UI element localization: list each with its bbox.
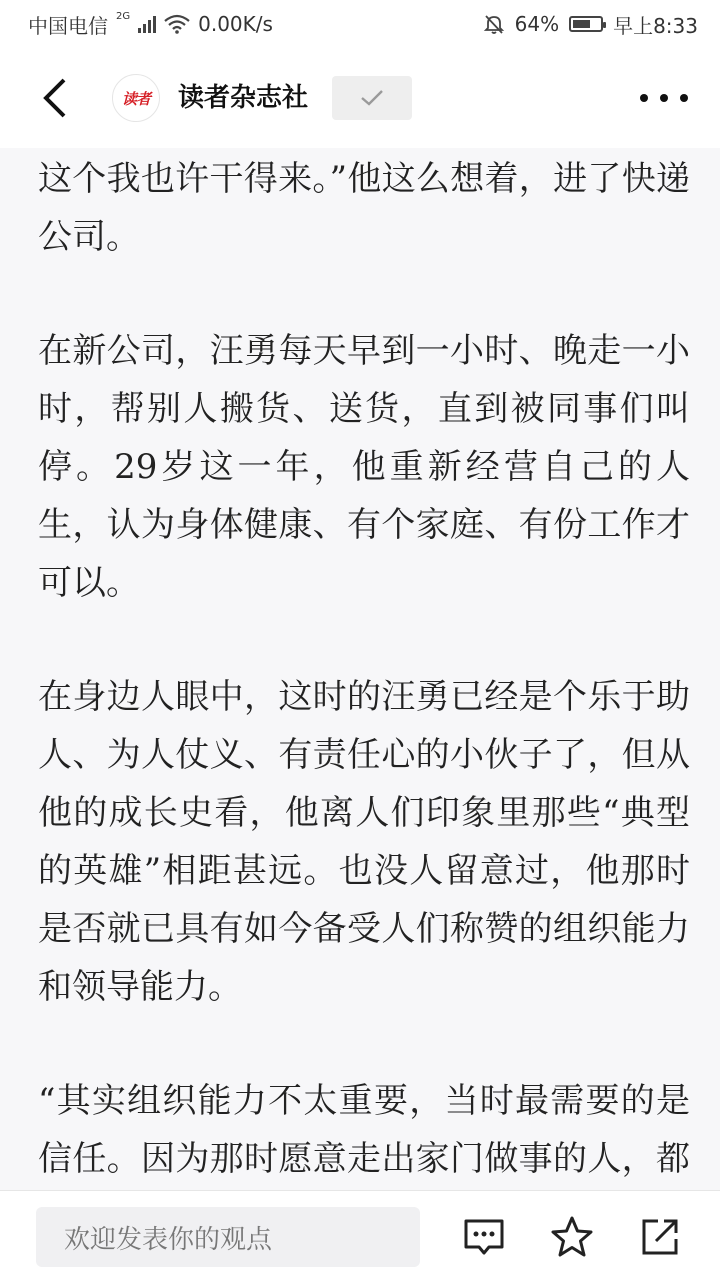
favorite-button[interactable] [548, 1213, 596, 1261]
share-button[interactable] [636, 1213, 684, 1261]
article-paragraph: 在身边人眼中，这时的汪勇已经是个乐于助人、为人仗义、有责任心的小伙子了，但从他的成长史看，他离人们印象里那些“典型的英雄”相距甚远。也没人留意过，他那时是否就已具有如今备受人们称赞的组织能力和领导能力。 [38, 677, 690, 1007]
clock: 早上8:33 [613, 13, 698, 38]
publisher-name[interactable]: 读者杂志社 [178, 83, 309, 113]
signal-icon [138, 15, 156, 33]
battery-level [573, 20, 590, 28]
status-right [483, 10, 698, 39]
check-icon [359, 88, 385, 108]
bottom-action-bar [0, 1190, 720, 1280]
network-type: 2G [116, 10, 131, 22]
publisher-logo[interactable] [112, 74, 160, 122]
mute-bell-icon [483, 13, 505, 35]
app-header [0, 48, 720, 148]
status-left [28, 10, 273, 39]
article-paragraph: 在新公司，汪勇每天早到一小时、晚走一小时，帮别人搬货、送货，直到被同事们叫停。29岁这一年，他重新经营自己的人生，认为身体健康、有个家庭、有份工作才可以。 [38, 331, 690, 603]
more-dot-icon [660, 94, 668, 102]
article-body [38, 150, 690, 1190]
network-speed: 0.00K/s [198, 12, 273, 36]
star-icon [548, 1213, 596, 1261]
status-bar [0, 0, 720, 48]
share-icon [636, 1213, 684, 1261]
comment-bubble-icon [460, 1213, 508, 1261]
carrier-label: 中国电信 [28, 13, 108, 38]
battery-percent: 64% [514, 12, 560, 36]
more-options-button[interactable] [640, 84, 688, 112]
comment-placeholder: 欢迎发表你的观点 [64, 1224, 273, 1255]
comment-input[interactable] [36, 1207, 420, 1267]
follow-button[interactable] [332, 76, 412, 120]
more-dot-icon [680, 94, 688, 102]
article-paragraph: 这个我也许干得来。”他这么想着，进了快递公司。 [38, 159, 690, 257]
more-dot-icon [640, 94, 648, 102]
comments-button[interactable] [460, 1213, 508, 1261]
publisher-logo-text: 读者 [121, 89, 150, 108]
back-arrow-icon [36, 76, 76, 120]
article-paragraph: “其实组织能力不太重要，当时最需要的是信任。因为那时愿意走出家门做事的人，都 [38, 1081, 690, 1179]
back-button[interactable] [36, 76, 76, 120]
battery-icon [569, 16, 603, 32]
wifi-icon [164, 14, 190, 34]
